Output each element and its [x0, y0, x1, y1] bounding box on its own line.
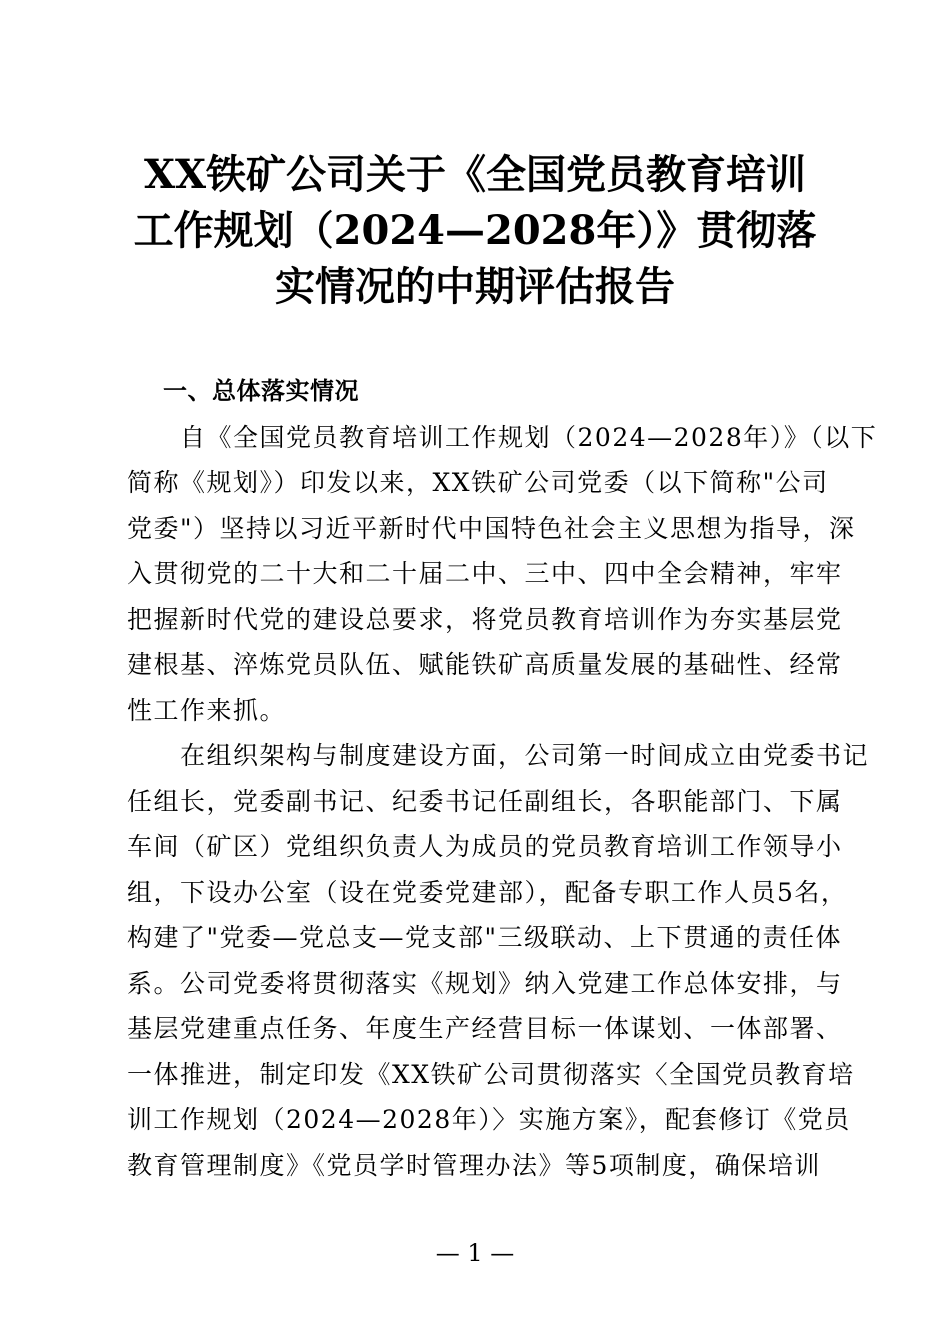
- text-line: 基层党建重点任务、年度生产经营目标一体谋划、一体部署、: [127, 1014, 843, 1043]
- text-line: 性工作来抓。: [127, 695, 287, 725]
- page-number: — 1 —: [435, 1239, 515, 1267]
- text-line: 党委"）坚持以习近平新时代中国特色社会主义思想为指导，深: [127, 513, 856, 543]
- title-line: 实情况的中期评估报告: [275, 263, 675, 310]
- paragraph-overview: [127, 415, 878, 734]
- text-line: 把握新时代党的建设总要求，将党员教育培训作为夯实基层党: [127, 604, 843, 634]
- text-line: 系。公司党委将贯彻落实《规划》纳入党建工作总体安排，与: [127, 968, 843, 998]
- document-body: [127, 369, 878, 1188]
- text-line: 车间（矿区）党组织负责人为成员的党员教育培训工作领导小: [127, 832, 843, 861]
- paragraph-organization: [127, 733, 870, 1188]
- text-line: 教育管理制度》《党员学时管理办法》等5项制度，确保培训: [127, 1150, 821, 1180]
- text-line: 训工作规划（2024—2028年）〉实施方案》，配套修订《党员: [127, 1105, 851, 1134]
- text-line: 建根基、淬炼党员队伍、赋能铁矿高质量发展的基础性、经常: [127, 650, 843, 679]
- text-line: 入贯彻党的二十大和二十届二中、三中、四中全会精神，牢牢: [127, 559, 843, 588]
- text-line: 一体推进，制定印发《XX铁矿公司贯彻落实〈全国党员教育培: [127, 1059, 855, 1089]
- text-line: 在组织架构与制度建设方面，公司第一时间成立由党委书记: [127, 741, 870, 770]
- text-line: 自《全国党员教育培训工作规划（2024—2028年）》（以下: [127, 422, 878, 452]
- title-line: 工作规划（2024—2028年）》贯彻落: [133, 207, 817, 254]
- text-line: 简称《规划》）印发以来，XX铁矿公司党委（以下简称"公司: [127, 468, 829, 497]
- text-line: 任组长，党委副书记、纪委书记任副组长，各职能部门、下属: [127, 786, 843, 816]
- text-line: 组，下设办公室（设在党委党建部），配备专职工作人员5名，: [127, 877, 848, 907]
- text-line: 构建了"党委—党总支—党支部"三级联动、上下贯通的责任体: [127, 923, 843, 952]
- document-title: [100, 147, 850, 315]
- title-line: XX铁矿公司关于《全国党员教育培训: [143, 151, 807, 198]
- section-heading: 一、总体落实情况: [163, 377, 359, 405]
